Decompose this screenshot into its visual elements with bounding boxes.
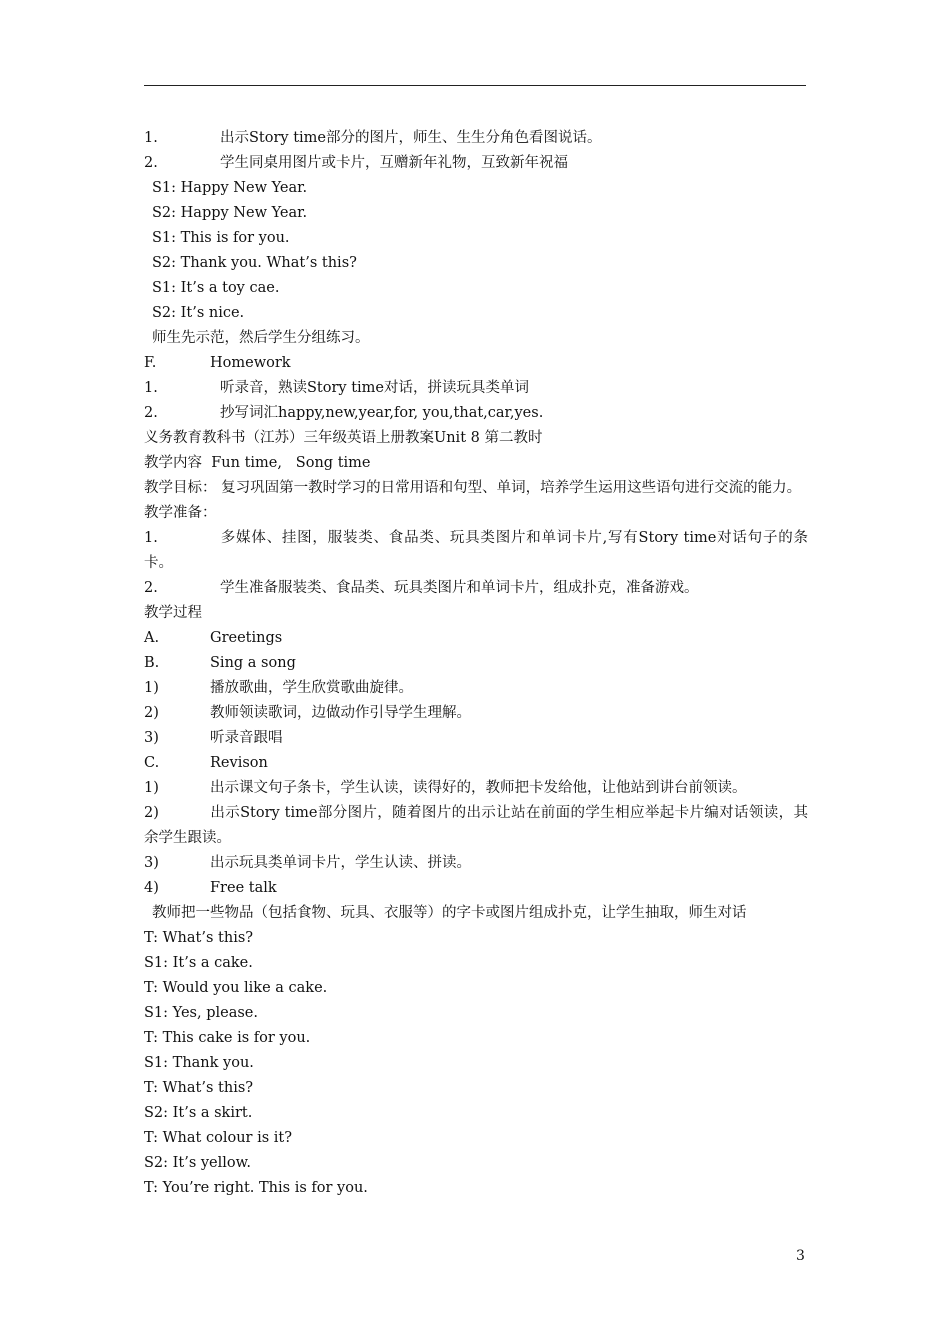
list-marker: 1.: [144, 130, 158, 146]
line-text: 教师领读歌词，边做动作引导学生理解。: [210, 705, 471, 721]
text-line: [144, 301, 808, 326]
line-text: 多媒体、挂图，服装类、食品类、玩具类图片和单词卡片,写有Story time对话句子的条卡。: [144, 530, 808, 571]
line-text: 师生先示范，然后学生分组练习。: [152, 330, 370, 346]
line-text: T: This cake is for you.: [144, 1030, 311, 1046]
text-line: [144, 1001, 808, 1026]
line-text: S2: It’s yellow.: [144, 1155, 251, 1171]
line-text: S1: Thank you.: [144, 1055, 254, 1071]
text-line: [144, 1126, 808, 1151]
line-text: S2: It’s a skirt.: [144, 1105, 253, 1121]
list-marker: 1): [144, 680, 159, 696]
text-line: [144, 676, 808, 701]
text-line: [144, 651, 808, 676]
text-line: [144, 526, 808, 576]
text-line: [144, 1076, 808, 1101]
line-text: S1: Yes, please.: [144, 1005, 258, 1021]
text-line: [144, 226, 808, 251]
text-line: [144, 776, 808, 801]
text-line: [144, 626, 808, 651]
text-line: [144, 126, 808, 151]
list-marker: 2.: [144, 580, 158, 596]
text-line: [144, 401, 808, 426]
line-text: 学生准备服装类、食品类、玩具类图片和单词卡片，组成扑克，准备游戏。: [220, 580, 699, 596]
text-line: [144, 376, 808, 401]
line-text: 出示课文句子条卡，学生认读，读得好的，教师把卡发给他，让他站到讲台前领读。: [210, 780, 747, 796]
line-text: 教学目标： 复习巩固第一教时学习的日常用语和句型、单词，培养学生运用这些语句进行交流的能力。: [144, 480, 802, 496]
text-line: [144, 701, 808, 726]
text-line: [144, 326, 808, 351]
line-text: S2: Happy New Year.: [152, 205, 308, 221]
text-line: [144, 576, 808, 601]
text-line: [144, 1101, 808, 1126]
text-line: [144, 451, 808, 476]
line-text: 教学内容 Fun time, Song time: [144, 455, 371, 471]
document-body: [144, 126, 808, 1201]
list-marker: A.: [144, 630, 160, 646]
line-text: S1: Happy New Year.: [152, 180, 308, 196]
line-text: 播放歌曲，学生欣赏歌曲旋律。: [210, 680, 413, 696]
line-text: Homework: [210, 355, 291, 371]
line-text: S1: It’s a toy cae.: [152, 280, 280, 296]
line-text: 出示Story time部分的图片，师生、生生分角色看图说话。: [220, 130, 602, 146]
text-line: [144, 926, 808, 951]
text-line: [144, 726, 808, 751]
line-text: 学生同桌用图片或卡片，互赠新年礼物，互致新年祝福: [220, 155, 568, 171]
text-line: [144, 201, 808, 226]
line-text: 出示玩具类单词卡片，学生认读、拼读。: [210, 855, 471, 871]
text-line: [144, 351, 808, 376]
line-text: S2: It’s nice.: [152, 305, 245, 321]
list-marker: B.: [144, 655, 160, 671]
line-text: 教师把一些物品（包括食物、玩具、衣服等）的字卡或图片组成扑克，让学生抽取，师生对话: [152, 905, 747, 921]
list-marker: C.: [144, 755, 160, 771]
line-text: 听录音跟唱: [210, 730, 283, 746]
text-line: [144, 176, 808, 201]
line-text: Free talk: [210, 880, 277, 896]
line-text: S2: Thank you. What’s this?: [152, 255, 357, 271]
text-line: [144, 601, 808, 626]
header-rule: [144, 85, 806, 86]
text-line: [144, 501, 808, 526]
text-line: [144, 951, 808, 976]
text-line: [144, 751, 808, 776]
list-marker: 2.: [144, 155, 158, 171]
line-text: S1: It’s a cake.: [144, 955, 253, 971]
text-line: [144, 1051, 808, 1076]
text-line: [144, 851, 808, 876]
line-text: 教学过程: [144, 605, 202, 621]
list-marker: 3): [144, 855, 159, 871]
list-marker: 2.: [144, 405, 158, 421]
list-marker: 2): [144, 705, 159, 721]
line-text: T: Would you like a cake.: [144, 980, 328, 996]
list-marker: 2): [144, 805, 159, 821]
text-line: [144, 1026, 808, 1051]
line-text: T: You’re right. This is for you.: [144, 1180, 368, 1196]
line-text: 出示Story time部分图片，随着图片的出示让站在前面的学生相应举起卡片编对话领读，其余学生跟读。: [144, 805, 808, 846]
list-marker: F.: [144, 355, 157, 371]
text-line: [144, 901, 808, 926]
text-line: [144, 976, 808, 1001]
list-marker: 4): [144, 880, 159, 896]
page-number: 3: [796, 1248, 805, 1264]
list-marker: 1): [144, 780, 159, 796]
text-line: [144, 876, 808, 901]
line-text: 抄写词汇happy,new,year,for, you,that,car,yes.: [220, 405, 544, 421]
text-line: [144, 426, 808, 451]
line-text: T: What’s this?: [144, 930, 254, 946]
text-line: [144, 151, 808, 176]
line-text: 义务教育教科书（江苏）三年级英语上册教案Unit 8 第二教时: [144, 430, 543, 446]
line-text: 教学准备：: [144, 505, 217, 521]
line-text: 听录音，熟读Story time对话，拼读玩具类单词: [220, 380, 530, 396]
list-marker: 1.: [144, 380, 158, 396]
line-text: Revison: [210, 755, 268, 771]
line-text: T: What’s this?: [144, 1080, 254, 1096]
text-line: [144, 251, 808, 276]
text-line: [144, 801, 808, 851]
list-marker: 3): [144, 730, 159, 746]
line-text: T: What colour is it?: [144, 1130, 292, 1146]
line-text: Sing a song: [210, 655, 296, 671]
text-line: [144, 476, 808, 501]
text-line: [144, 1151, 808, 1176]
text-line: [144, 276, 808, 301]
line-text: S1: This is for you.: [152, 230, 290, 246]
list-marker: 1.: [144, 530, 158, 546]
line-text: Greetings: [210, 630, 283, 646]
text-line: [144, 1176, 808, 1201]
